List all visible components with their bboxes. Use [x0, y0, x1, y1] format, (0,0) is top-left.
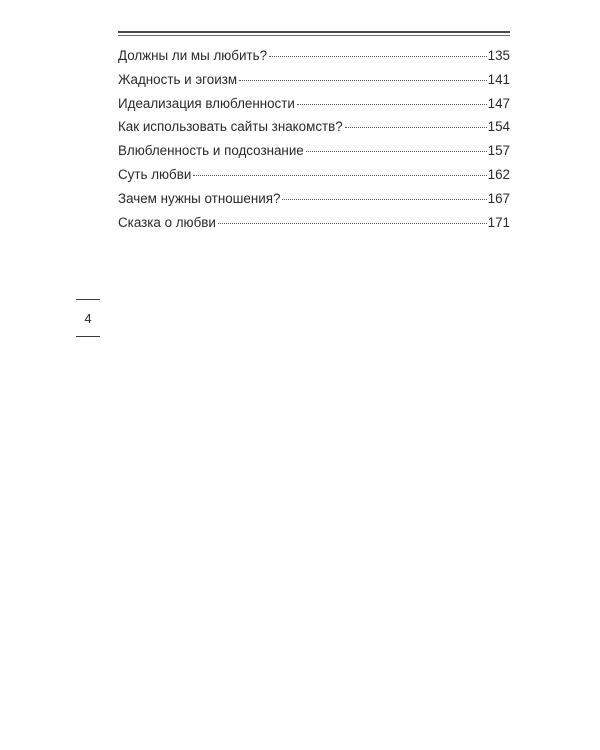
toc-entry — [118, 187, 510, 211]
toc-entry-title: Зачем нужны отношения? — [118, 190, 281, 206]
toc-entry-page: 162 — [487, 166, 510, 182]
toc-entry-title: Должны ли мы любить? — [118, 48, 268, 63]
toc-entry-page: 167 — [487, 190, 510, 206]
folio-rule-top — [76, 299, 100, 300]
toc-entry-title: Жадность и эгоизм — [118, 71, 238, 87]
dot-leader — [282, 199, 486, 200]
toc-entry-page: 171 — [487, 214, 510, 230]
toc-entry-page: 147 — [487, 95, 510, 111]
dot-leader — [306, 151, 487, 152]
dot-leader — [218, 223, 487, 224]
dot-leader — [345, 127, 487, 128]
toc-entry — [118, 68, 510, 92]
toc-entry-title: Как использовать сайты знакомств? — [118, 119, 343, 135]
dot-leader — [193, 175, 486, 176]
header-rule-thick — [118, 31, 510, 33]
toc-entry — [118, 211, 510, 235]
header-rule-thin — [118, 35, 510, 36]
toc-entry — [118, 115, 510, 139]
toc-entry — [118, 44, 510, 68]
toc-entry-title: Идеализация влюбленности — [118, 95, 295, 111]
folio-rule-bottom — [76, 336, 100, 337]
dot-leader — [239, 80, 487, 81]
toc-entry-title: Влюбленность и подсознание — [118, 143, 304, 159]
toc-entry-title: Сказка о любви — [118, 214, 216, 230]
toc-entry — [118, 139, 510, 163]
toc-entry — [118, 163, 510, 187]
dot-leader — [269, 56, 487, 57]
toc-entry — [118, 92, 510, 116]
toc-entry-page: 141 — [487, 71, 510, 87]
toc-entry-page: 135 — [487, 48, 510, 63]
table-of-contents — [118, 44, 510, 234]
toc-entry-page: 157 — [487, 143, 510, 159]
page-number: 4 — [84, 311, 92, 326]
dot-leader — [297, 104, 487, 105]
toc-entry-page: 154 — [487, 119, 510, 135]
toc-entry-title: Суть любви — [118, 166, 192, 182]
